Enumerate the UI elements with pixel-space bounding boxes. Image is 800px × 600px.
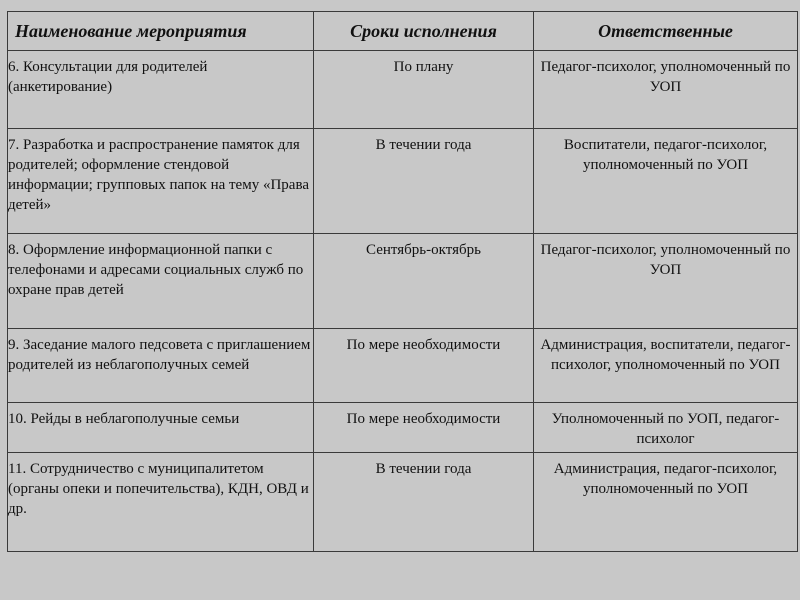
cell-responsible: Администрация, педагог-психолог, уполномоченный по УОП <box>534 453 798 552</box>
cell-responsible: Воспитатели, педагог-психолог, уполномоченный по УОП <box>534 129 798 234</box>
cell-deadline: В течении года <box>314 453 534 552</box>
cell-deadline: По мере необходимости <box>314 403 534 453</box>
cell-event: 8. Оформление информационной папки с телефонами и адресами социальных служб по охране прав детей <box>8 234 314 329</box>
events-table <box>7 11 798 552</box>
cell-responsible: Педагог-психолог, уполномоченный по УОП <box>534 234 798 329</box>
cell-event: 7. Разработка и распространение памяток для родителей; оформление стендовой информации; групповых папок на тему «Права детей» <box>8 129 314 234</box>
table-row <box>8 234 798 329</box>
cell-event: 9. Заседание малого педсовета с приглашением родителей из неблагополучных семей <box>8 329 314 403</box>
table-row <box>8 329 798 403</box>
table-row <box>8 51 798 129</box>
cell-responsible: Уполномоченный по УОП, педагог-психолог <box>534 403 798 453</box>
header-event: Наименование мероприятия <box>8 12 314 51</box>
cell-deadline: В течении года <box>314 129 534 234</box>
cell-responsible: Педагог-психолог, уполномоченный по УОП <box>534 51 798 129</box>
table-row <box>8 453 798 552</box>
cell-deadline: По мере необходимости <box>314 329 534 403</box>
header-deadline: Сроки исполнения <box>314 12 534 51</box>
cell-deadline: Сентябрь-октябрь <box>314 234 534 329</box>
table-row <box>8 403 798 453</box>
cell-deadline: По плану <box>314 51 534 129</box>
table-row <box>8 129 798 234</box>
cell-event: 11. Сотрудничество с муниципалитетом (органы опеки и попечительства), КДН, ОВД и др. <box>8 453 314 552</box>
cell-responsible: Администрация, воспитатели, педагог-психолог, уполномоченный по УОП <box>534 329 798 403</box>
table-header-row <box>8 12 798 51</box>
cell-event: 6. Консультации для родителей (анкетирование) <box>8 51 314 129</box>
cell-event: 10. Рейды в неблагополучные семьи <box>8 403 314 453</box>
header-responsible: Ответственные <box>534 12 798 51</box>
